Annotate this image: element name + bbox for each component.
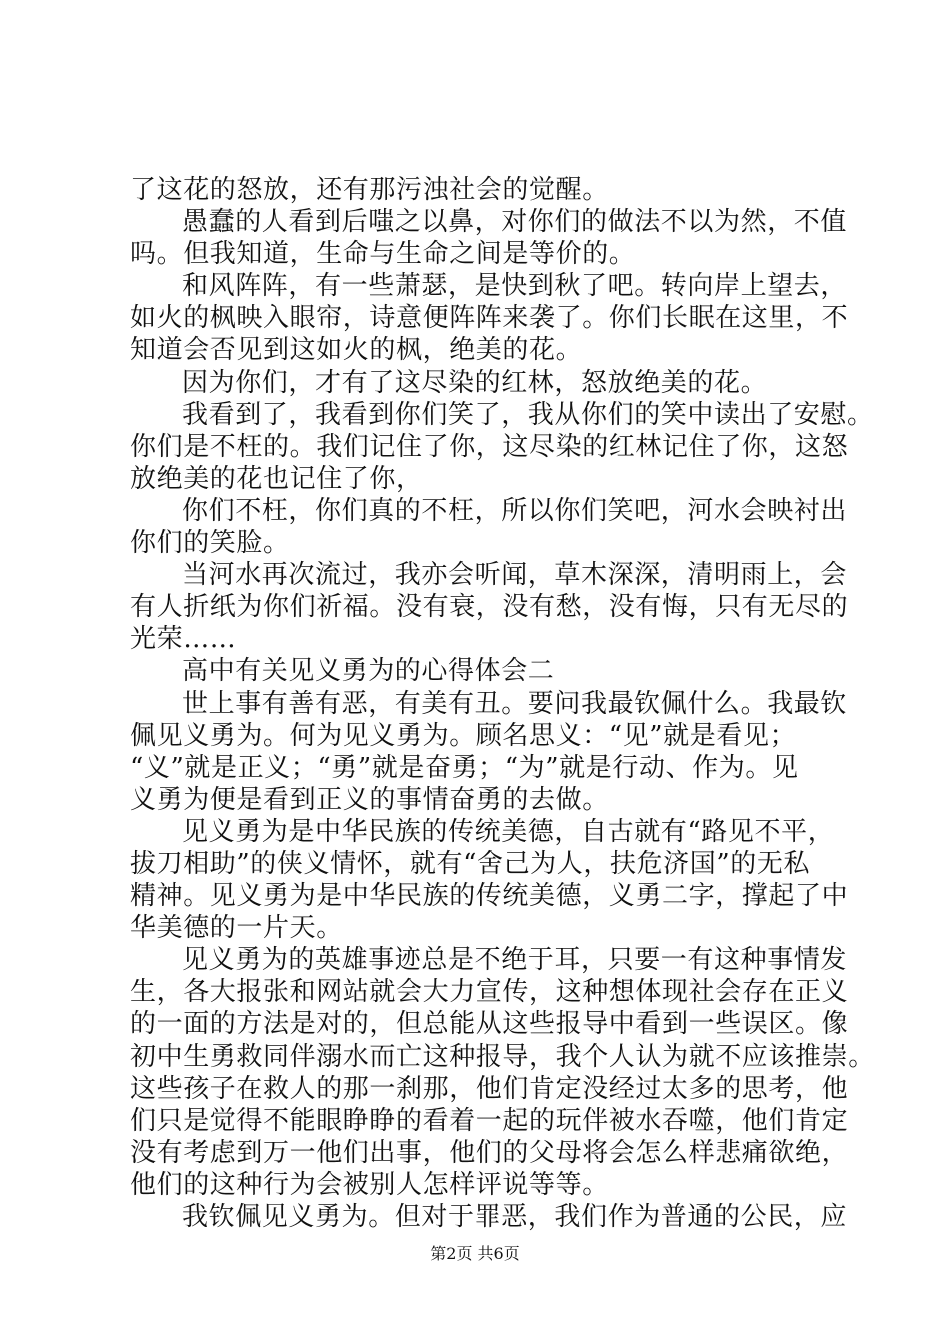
body-text (130, 174, 875, 1233)
text-line: 生，各大报张和网站就会大力宣传，这种想体现社会存在正义 (130, 977, 849, 1008)
text-line: 你们的笑脸。 (130, 528, 290, 559)
text-line: 这些孩子在救人的那一刹那，他们肯定没经过太多的思考，他 (130, 1073, 849, 1104)
text-line: 见义勇为的英雄事迹总是不绝于耳，只要一有这种事情发 (182, 945, 848, 976)
text-line: 没有考虑到万一他们出事，他们的父母将会怎么样悲痛欲绝， (130, 1137, 849, 1168)
text-line: 高中有关见义勇为的心得体会二 (182, 656, 555, 687)
text-line: 和风阵阵，有一些萧瑟，是快到秋了吧。转向岸上望去， (182, 271, 848, 302)
text-line: 放绝美的花也记住了你， (130, 463, 423, 494)
page-footer: 第2页 共6页 (430, 1244, 520, 1263)
text-line: 义勇为便是看到正义的事情奋勇的去做。 (130, 784, 609, 815)
text-line: 因为你们，才有了这尽染的红林，怒放绝美的花。 (182, 367, 768, 398)
text-line: 你们不枉，你们真的不枉，所以你们笑吧，河水会映衬出 (182, 495, 848, 526)
text-line: 你们是不枉的。我们记住了你，这尽染的红林记住了你，这怒 (130, 431, 849, 462)
text-line: 华美德的一片天。 (130, 913, 343, 944)
text-line: 见义勇为是中华民族的传统美德，自古就有“路见不平， (182, 816, 835, 847)
text-line: 吗。但我知道，生命与生命之间是等价的。 (130, 239, 636, 270)
text-line: 拔刀相助”的侠义情怀，就有“舍己为人，扶危济国”的无私 (130, 848, 811, 879)
text-line: 初中生勇救同伴溺水而亡这种报导，我个人认为就不应该推崇。 (130, 1041, 875, 1072)
text-line: 世上事有善有恶，有美有丑。要问我最钦佩什么。我最钦 (182, 688, 848, 719)
text-line: 佩见义勇为。何为见义勇为。顾名思义：“见”就是看见； (130, 720, 797, 751)
text-line: 光荣…… (130, 624, 237, 655)
text-line: 了这花的怒放，还有那污浊社会的觉醒。 (130, 175, 609, 205)
text-line: 愚蠢的人看到后嗤之以鼻，对你们的做法不以为然，不值 (182, 207, 848, 238)
text-line: 精神。见义勇为是中华民族的传统美德，义勇二字，撑起了中 (130, 881, 849, 912)
text-line: 当河水再次流过，我亦会听闻，草木深深，清明雨上，会 (182, 560, 848, 591)
text-line: 有人折纸为你们祈福。没有衰，没有愁，没有悔，只有无尽的 (130, 592, 849, 623)
text-line: 知道会否见到这如火的枫，绝美的花。 (130, 335, 583, 366)
text-line: 的一面的方法是对的，但总能从这些报导中看到一些误区。像 (130, 1009, 849, 1040)
text-line: 我钦佩见义勇为。但对于罪恶，我们作为普通的公民，应 (182, 1202, 848, 1232)
text-line: “义”就是正义；“勇”就是奋勇；“为”就是行动、作为。见 (130, 752, 799, 783)
text-line: 们只是觉得不能眼睁睁的看着一起的玩伴被水吞噬，他们肯定 (130, 1105, 849, 1136)
text-line: 如火的枫映入眼帘，诗意便阵阵来袭了。你们长眠在这里，不 (130, 303, 849, 334)
text-line: 我看到了，我看到你们笑了，我从你们的笑中读出了安慰。 (182, 399, 874, 430)
text-line: 他们的这种行为会被别人怎样评说等等。 (130, 1169, 609, 1200)
